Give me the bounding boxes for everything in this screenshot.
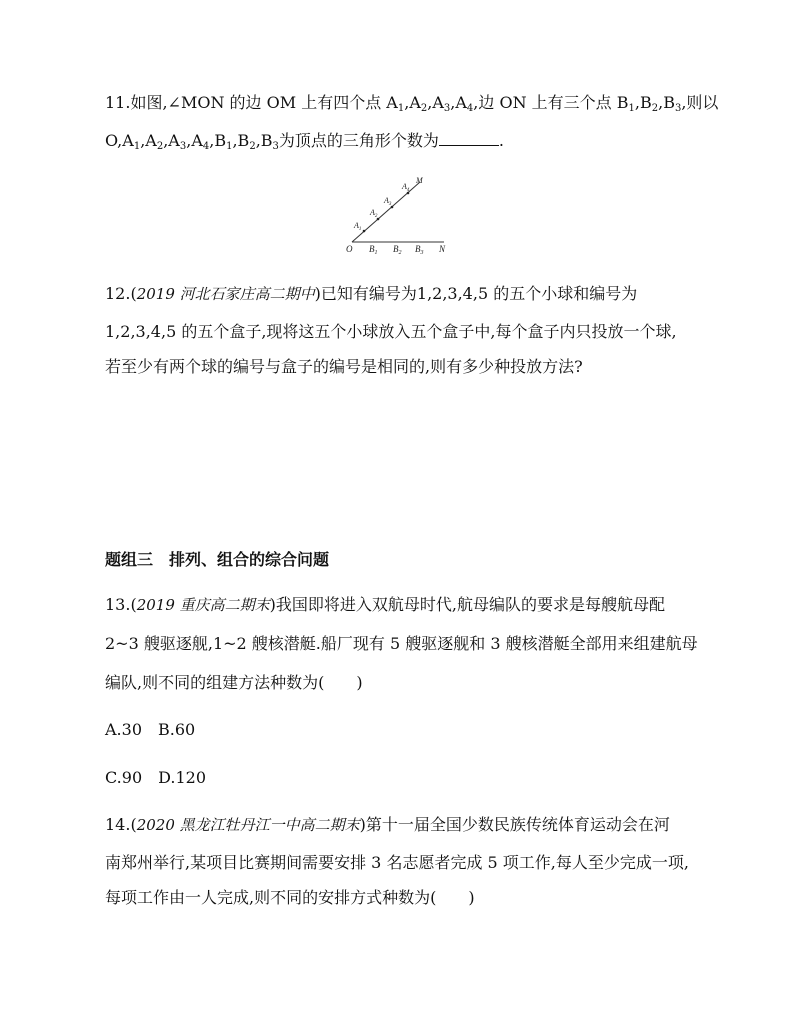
q14-line2: 南郑州举行,某项目比赛期间需要安排 3 名志愿者完成 5 项工作,每人至少完成一项, — [105, 853, 689, 872]
q12-line1 — [105, 284, 637, 304]
q12-line2: 1,2,3,4,5 的五个盒子,现将这五个小球放入五个盒子中,每个盒子内只投放一个球, — [105, 322, 677, 341]
label-b3: $B_3$ — [415, 244, 424, 256]
q11-line2-suffix: 为顶点的三角形个数为 — [278, 131, 439, 150]
label-a3: $A_3$ — [384, 196, 392, 207]
q11-line1-mid: ,边 ON 上有三个点 — [473, 93, 617, 112]
q13-source: 2019 重庆高二期末 — [136, 596, 270, 614]
q13-prefix: 13.( — [105, 595, 137, 614]
q14-source: 2020 黑龙江牡丹江一中高二期末 — [136, 816, 360, 834]
q12-line3: 若至少有两个球的编号与盒子的编号是相同的,则有多少种投放方法? — [105, 357, 583, 376]
point-a1 — [363, 230, 366, 233]
label-m: M — [416, 176, 423, 185]
q11-vertex-list: $O,A_1,A_2,A_3,A_4,B_1,B_2,B_3$ — [105, 131, 279, 152]
label-b2: $B_2$ — [393, 244, 402, 256]
ray-om — [352, 182, 420, 242]
label-n: N — [439, 244, 446, 254]
q13-options-row1[interactable]: A.30 B.60 — [105, 720, 196, 739]
q11-figure — [340, 170, 460, 260]
q13-options-row2[interactable]: C.90 D.120 — [105, 768, 207, 787]
q13-line2: 2~3 艘驱逐舰,1~2 艘核潜艇.船厂现有 5 艘驱逐舰和 3 艘核潜艇全部用来组建航母 — [105, 634, 698, 653]
q11-a-points: $A_1,A_2,A_3,A_4$ — [386, 93, 474, 114]
q11-answer-blank[interactable] — [439, 131, 499, 146]
q11-line2-end: . — [498, 131, 505, 150]
q13-line1-text: )我国即将进入双航母时代,航母编队的要求是每艘航母配 — [269, 595, 665, 614]
q11-b-points: $B_1,B_2,B_3$ — [616, 93, 682, 114]
label-a4: $A_4$ — [402, 182, 410, 193]
q12-source: 2019 河北石家庄高二期中 — [136, 285, 315, 303]
label-a2: $A_2$ — [370, 208, 378, 219]
label-o: O — [346, 244, 353, 254]
q14-line1 — [105, 815, 670, 835]
q12-prefix: 12.( — [105, 284, 137, 303]
q12-line1-text: )已知有编号为1,2,3,4,5 的五个小球和编号为 — [314, 284, 638, 303]
q14-prefix: 14.( — [105, 815, 137, 834]
q13-line1 — [105, 595, 665, 615]
q13-line3: 编队,则不同的组建方法种数为( ) — [105, 673, 363, 692]
q14-line1-text: )第十一届全国少数民族传统体育运动会在河 — [359, 815, 670, 834]
label-a1: $A_1$ — [354, 221, 362, 232]
q11-line1-suffix: ,则以 — [681, 93, 719, 112]
q11-line1 — [105, 93, 718, 113]
label-b1: $B_1$ — [369, 244, 378, 256]
section-heading: 题组三 排列、组合的综合问题 — [105, 550, 330, 569]
q11-line2 — [105, 131, 504, 151]
q14-line3: 每项工作由一人完成,则不同的安排方式种数为( ) — [105, 888, 475, 907]
q11-line1-prefix: 11.如图,∠MON 的边 OM 上有四个点 — [105, 93, 387, 112]
